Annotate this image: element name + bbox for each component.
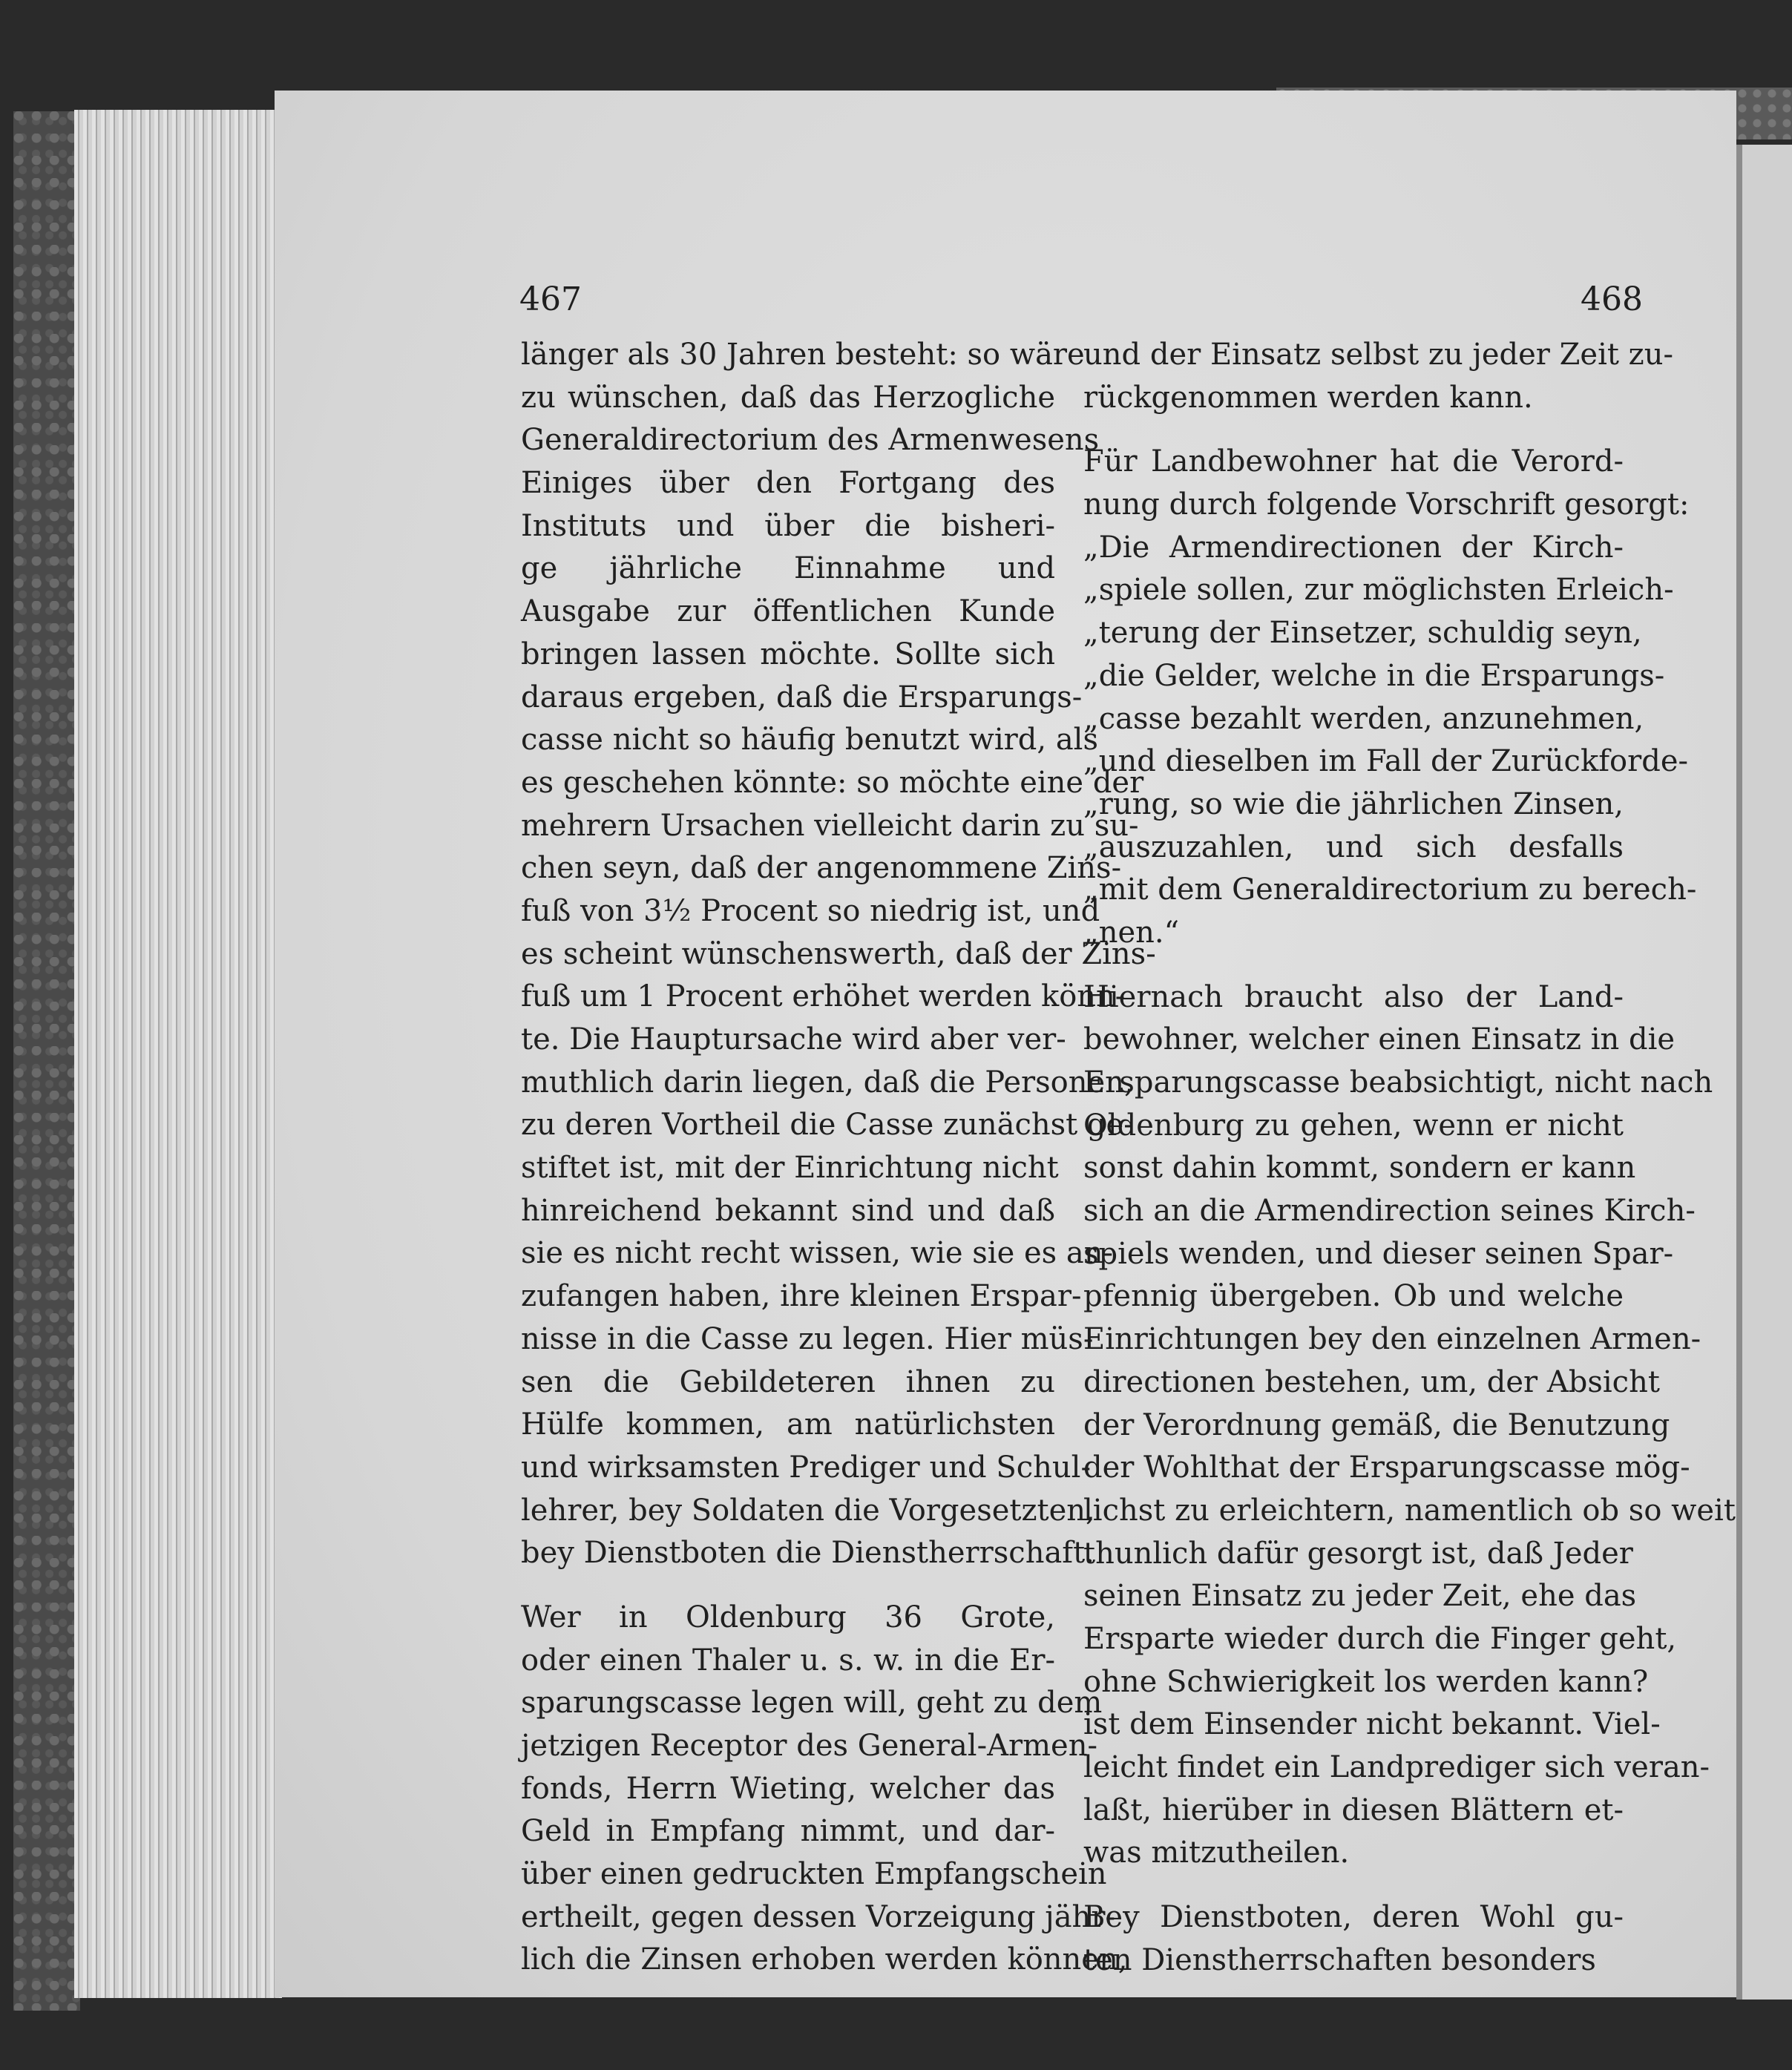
text-line: leicht findet ein Landprediger sich veran- <box>1083 1750 1710 1784</box>
text-line: „Die Armendirectionen der Kirch- <box>1083 530 1624 565</box>
text-line: spiels wenden, und dieser seinen Spar- <box>1083 1236 1674 1271</box>
text-line: bringen lassen möchte. Sollte sich <box>521 637 1055 671</box>
left-text-column <box>521 334 1156 1982</box>
text-line: Instituts und über die bisheri- <box>521 508 1055 543</box>
text-line: lehrer, bey Soldaten die Vorgesetzten, <box>521 1493 1095 1528</box>
text-line: mehrern Ursachen vielleicht darin zu su- <box>521 808 1139 843</box>
paragraph-gap <box>1083 419 1624 441</box>
text-line: sonst dahin kommt, sondern er kann <box>1083 1151 1636 1186</box>
text-line: Ausgabe zur öffentlichen Kunde <box>521 594 1055 629</box>
text-line: ohne Schwierigkeit los werden kann? <box>1083 1664 1649 1699</box>
text-line: Wer in Oldenburg 36 Grote, <box>521 1600 1055 1634</box>
text-line: Ersparungscasse beabsichtigt, nicht nach <box>1083 1065 1713 1100</box>
text-line: es geschehen könnte: so möchte eine der <box>521 765 1144 800</box>
text-line: und wirksamsten Prediger und Schul- <box>521 1450 1091 1485</box>
text-line: lich die Zinsen erhoben werden können, <box>521 1942 1128 1977</box>
text-line: „die Gelder, welche in die Ersparungs- <box>1083 658 1665 693</box>
text-line: der Verordnung gemäß, die Benutzung <box>1083 1407 1670 1442</box>
text-line: „terung der Einsetzer, schuldig seyn, <box>1083 616 1642 651</box>
text-line: Einiges über den Fortgang des <box>521 466 1055 501</box>
paragraph-gap <box>1083 1875 1624 1896</box>
text-line: bey Dienstboten die Dienstherrschaft. <box>521 1536 1094 1571</box>
text-line: Einrichtungen bey den einzelnen Armen- <box>1083 1322 1701 1357</box>
text-line: Oldenburg zu gehen, wenn er nicht <box>1083 1108 1624 1143</box>
page-number-left: 467 <box>519 280 582 318</box>
text-line: es scheint wünschenswerth, daß der Zins- <box>521 936 1156 971</box>
text-line: bewohner, welcher einen Einsatz in die <box>1083 1022 1676 1057</box>
text-line: zufangen haben, ihre kleinen Erspar- <box>521 1279 1082 1314</box>
text-line: Ersparte wieder durch die Finger geht, <box>1083 1621 1677 1656</box>
text-line: casse nicht so häufig benutzt wird, als <box>521 723 1098 758</box>
text-line: sie es nicht recht wissen, wie sie es an- <box>521 1236 1113 1271</box>
text-line: was mitzutheilen. <box>1083 1836 1350 1870</box>
text-line: über einen gedruckten Empfangschein <box>521 1857 1107 1892</box>
text-line: Für Landbewohner hat die Verord- <box>1083 444 1624 479</box>
text-line: jetzigen Receptor des General-Armen- <box>521 1729 1097 1763</box>
text-line: fonds, Herrn Wieting, welcher das <box>521 1771 1055 1806</box>
text-line: rückgenommen werden kann. <box>1083 380 1533 415</box>
page-number-right: 468 <box>1581 280 1643 318</box>
text-line: stiftet ist, mit der Einrichtung nicht <box>521 1151 1059 1186</box>
text-line: muthlich darin liegen, daß die Personen, <box>521 1065 1134 1100</box>
text-line: hinreichend bekannt sind und daß <box>521 1193 1055 1228</box>
text-line: „mit dem Generaldirectorium zu berech- <box>1083 873 1697 907</box>
text-line: thunlich dafür gesorgt ist, daß Jeder <box>1083 1536 1633 1571</box>
text-line: zu wünschen, daß das Herzogliche <box>521 380 1055 415</box>
text-line: nung durch folgende Vorschrift gesorgt: <box>1083 487 1690 522</box>
text-line: chen seyn, daß der angenommene Zins- <box>521 851 1122 886</box>
text-line: „casse bezahlt werden, anzunehmen, <box>1083 701 1644 736</box>
text-line: „nen.“ <box>1083 915 1180 950</box>
text-line: „auszuzahlen, und sich desfalls <box>1083 829 1624 864</box>
text-line: fuß von 3½ Procent so niedrig ist, und <box>521 893 1100 928</box>
text-line: directionen bestehen, um, der Absicht <box>1083 1364 1660 1399</box>
text-line: sen die Gebildeteren ihnen zu <box>521 1364 1055 1399</box>
text-line: ertheilt, gegen dessen Vorzeigung jähr- <box>521 1899 1115 1934</box>
paragraph-gap <box>1083 955 1624 976</box>
text-line: sparungscasse legen will, geht zu dem <box>521 1686 1103 1721</box>
text-line: und der Einsatz selbst zu jeder Zeit zu- <box>1083 338 1673 372</box>
text-line: te. Die Hauptursache wird aber ver- <box>521 1022 1066 1057</box>
text-line: länger als 30 Jahren besteht: so wäre <box>521 338 1085 372</box>
text-line: pfennig übergeben. Ob und welche <box>1083 1279 1624 1314</box>
text-line: nisse in die Casse zu legen. Hier müs- <box>521 1321 1094 1356</box>
text-line: „rung, so wie die jährlichen Zinsen, <box>1083 786 1624 821</box>
text-line: sich an die Armendirection seines Kirch- <box>1083 1194 1696 1229</box>
next-page-edge <box>1736 145 1792 2000</box>
text-line: der Wohlthat der Ersparungscasse mög- <box>1083 1450 1690 1485</box>
text-line: Geld in Empfang nimmt, und dar- <box>521 1814 1055 1849</box>
right-text-column <box>1083 334 1736 1982</box>
text-line: „spiele sollen, zur möglichsten Erleich- <box>1083 573 1674 608</box>
text-line: Generaldirectorium des Armenwesens <box>521 423 1100 458</box>
text-line: Hiernach braucht also der Land- <box>1083 979 1624 1014</box>
paragraph-gap <box>521 1575 1055 1597</box>
text-line: zu deren Vortheil die Casse zunächst ge- <box>521 1108 1134 1143</box>
text-line: laßt, hierüber in diesen Blättern et- <box>1083 1793 1624 1827</box>
text-line: Bey Dienstboten, deren Wohl gu- <box>1083 1900 1624 1935</box>
text-line: seinen Einsatz zu jeder Zeit, ehe das <box>1083 1579 1637 1614</box>
text-line: ten Dienstherrschaften besonders <box>1083 1942 1596 1977</box>
text-line: daraus ergeben, daß die Ersparungs- <box>521 680 1083 714</box>
text-line: oder einen Thaler u. s. w. in die Er- <box>521 1643 1055 1678</box>
text-line: ge jährliche Einnahme und <box>521 551 1055 586</box>
page-stack-edge <box>74 110 282 1998</box>
text-line: ist dem Einsender nicht bekannt. Viel- <box>1083 1707 1661 1742</box>
text-line: lichst zu erleichtern, namentlich ob so weit <box>1083 1493 1736 1528</box>
text-line: „und dieselben im Fall der Zurückforde- <box>1083 744 1688 779</box>
text-line: Hülfe kommen, am natürlichsten <box>521 1407 1055 1442</box>
book-cover-left <box>13 111 80 2011</box>
text-line: fuß um 1 Procent erhöhet werden könn- <box>521 979 1126 1014</box>
